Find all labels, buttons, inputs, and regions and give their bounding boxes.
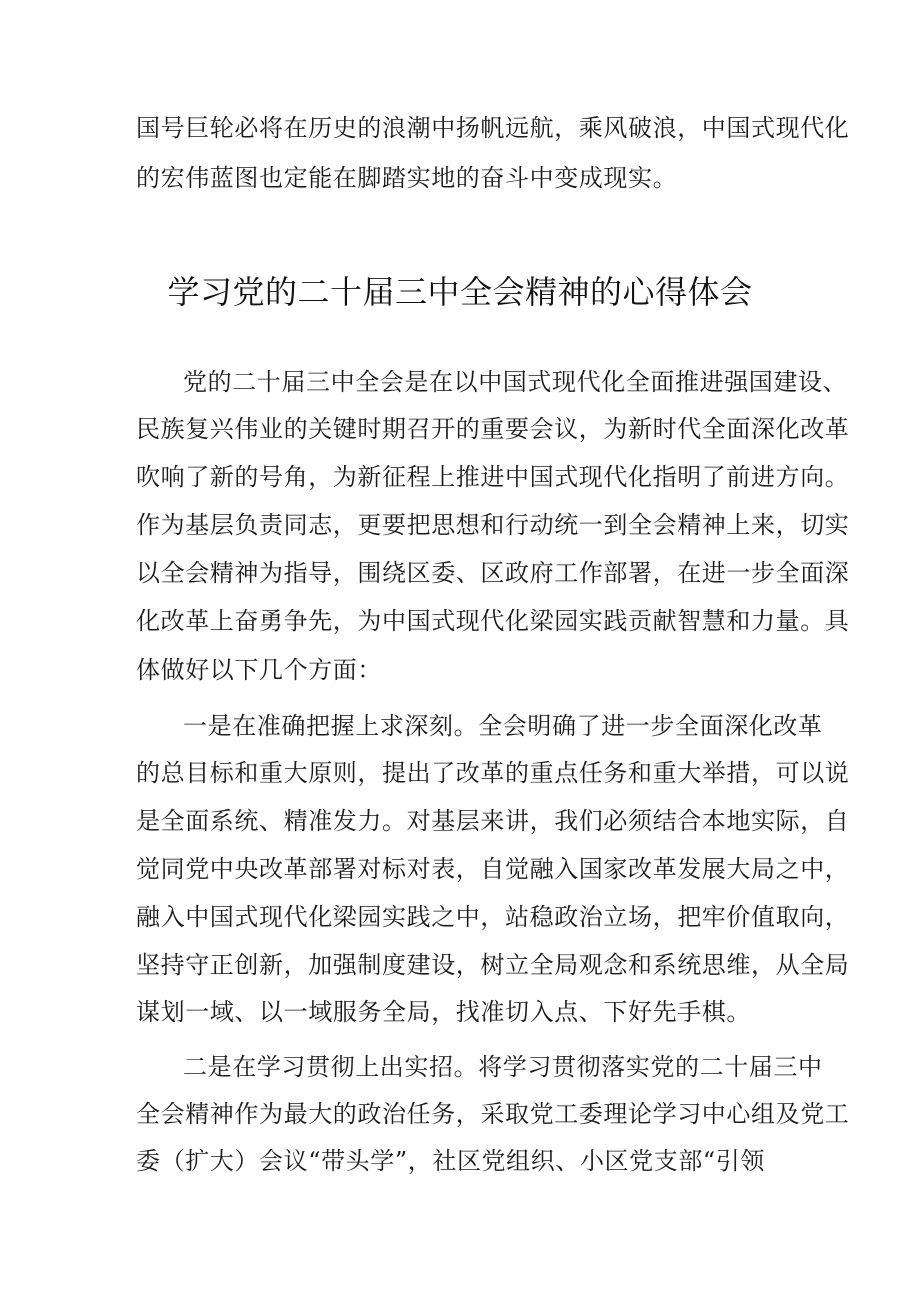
paragraph2-line-5: 融入中国式现代化梁园实践之中，站稳政治立场，把牢价值取向，: [136, 903, 850, 931]
intro-line-1: 国号巨轮必将在历史的浪潮中扬帆远航，乘风破浪，中国式现代化: [136, 114, 850, 142]
paragraph2-line-7: 谋划一域、以一域服务全局，找准切入点、下好先手棋。: [136, 998, 751, 1026]
paragraph2-line-1: 一是在准确把握上求深刻。全会明确了进一步全面深化改革: [183, 712, 823, 740]
document-title: 学习党的二十届三中全会精神的心得体会: [167, 273, 753, 311]
paragraph3-line-3: 委（扩大）会议“带头学”，社区党组织、小区党支部“引领: [136, 1147, 766, 1175]
paragraph1-line-5: 以全会精神为指导，围绕区委、区政府工作部署，在进一步全面深: [136, 559, 850, 587]
paragraph2-line-2: 的总目标和重大原则，提出了改革的重点任务和重大举措，可以说: [136, 759, 850, 787]
paragraph1-line-4: 作为基层负责同志，更要把思想和行动统一到全会精神上来，切实: [136, 511, 850, 539]
paragraph1-line-2: 民族复兴伟业的关键时期召开的重要会议，为新时代全面深化改革: [136, 415, 850, 443]
paragraph1-line-3: 吹响了新的号角，为新征程上推进中国式现代化指明了前进方向。: [136, 463, 850, 491]
paragraph2-line-4: 觉同党中央改革部署对标对表，自觉融入国家改革发展大局之中，: [136, 855, 850, 883]
paragraph3-line-2: 全会精神作为最大的政治任务，采取党工委理论学习中心组及党工: [136, 1100, 850, 1128]
intro-line-2: 的宏伟蓝图也定能在脚踏实地的奋斗中变成现实。: [136, 164, 678, 192]
paragraph2-line-3: 是全面系统、精准发力。对基层来讲，我们必须结合本地实际，自: [136, 807, 850, 835]
paragraph3-line-1: 二是在学习贯彻上出实招。将学习贯彻落实党的二十届三中: [183, 1053, 823, 1081]
paragraph2-line-6: 坚持守正创新，加强制度建设，树立全局观念和系统思维，从全局: [136, 951, 850, 979]
paragraph1-line-7: 体做好以下几个方面：: [136, 656, 382, 684]
paragraph1-line-6: 化改革上奋勇争先，为中国式现代化梁园实践贡献智慧和力量。具: [136, 607, 850, 635]
paragraph1-line-1: 党的二十届三中全会是在以中国式现代化全面推进强国建设、: [183, 368, 848, 396]
